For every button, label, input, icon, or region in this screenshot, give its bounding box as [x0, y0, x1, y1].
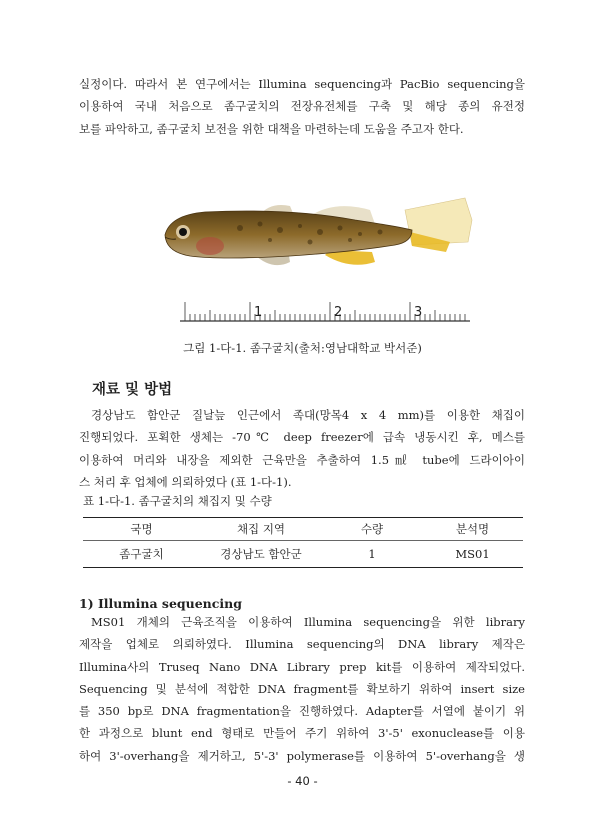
text-line: 스 처리 후 업체에 의뢰하였다 (표 1-다-1). [79, 474, 292, 489]
text-line: 경상남도 함안군 질날늪 인근에서 족대(망목4 x 4 mm)를 이용한 채집이 [91, 408, 525, 422]
intro-paragraph [79, 73, 525, 140]
table-row [83, 541, 523, 568]
section-heading: 재료 및 방법 [92, 382, 173, 398]
column-header: 국명 [83, 518, 200, 541]
illumina-paragraph [79, 611, 525, 767]
measurement-scale [180, 302, 470, 321]
figure-caption: 그림 1-다-1. 좀구굴치(출처:영남대학교 박서준) [183, 341, 422, 355]
table-cell: 좀구굴치 [83, 541, 200, 568]
table-title: 표 1-다-1. 좀구굴치의 채집지 및 수량 [83, 494, 272, 508]
column-header: 분석명 [422, 518, 523, 541]
scale-label: 2 [334, 305, 343, 320]
text-line: 진행되었다. 포획한 생체는 -70℃ deep freezer에 급속 냉동시킨 후, 메스를 [79, 430, 525, 445]
text-line: 보를 파악하고, 좀구굴치 보전을 위한 대책을 마련하는데 도움을 주고자 한다. [79, 121, 464, 136]
methods-paragraph [79, 404, 525, 493]
text-line: 한 과정으로 blunt end 형태로 만들어 주기 위하여 3'-5' exonuclease를 이용 [79, 726, 525, 741]
scale-label: 1 [254, 305, 263, 320]
column-header: 수량 [322, 518, 422, 541]
table-header-row [83, 518, 523, 541]
table-cell: MS01 [422, 541, 523, 568]
table-cell: 1 [322, 541, 422, 568]
text-line: 실정이다. 따라서 본 연구에서는 Illumina sequencing과 PacBio sequencing을 [79, 77, 525, 91]
column-header: 채집 지역 [200, 518, 322, 541]
text-line: Illumina사의 Truseq Nano DNA Library prep kit를 이용하여 제작되었다. [79, 659, 525, 674]
table-cell: 경상남도 함안군 [200, 541, 322, 568]
fish-illustration [165, 198, 472, 265]
collection-table [83, 517, 523, 568]
text-line: 를 350 bp로 DNA fragmentation을 진행하였다. Adapter를 서열에 붙이기 위 [79, 704, 525, 719]
subsection-heading: 1) Illumina sequencing [79, 596, 242, 611]
scale-label: 3 [414, 305, 423, 320]
text-line: 이용하여 국내 처음으로 좀구굴치의 전장유전체를 구축 및 해당 종의 유전정 [79, 99, 525, 114]
text-line: MS01 개체의 근육조직을 이용하여 Illumina sequencing을 위한 library [91, 615, 525, 629]
fish-photo [150, 190, 480, 340]
text-line: 하여 3'-overhang을 제거하고, 5'-3' polymerase를 이용하여 5'-overhang을 생 [79, 748, 525, 763]
text-line: Sequencing 및 분석에 적합한 DNA fragment를 확보하기 위하여 insert size [79, 681, 525, 696]
page-number: - 40 - [287, 774, 318, 788]
text-line: 제작을 업체로 의뢰하였다. Illumina sequencing의 DNA library 제작은 [79, 637, 525, 652]
text-line: 이용하여 머리와 내장을 제외한 근육만을 추출하여 1.5㎖ tube에 드라이아이 [79, 452, 525, 467]
